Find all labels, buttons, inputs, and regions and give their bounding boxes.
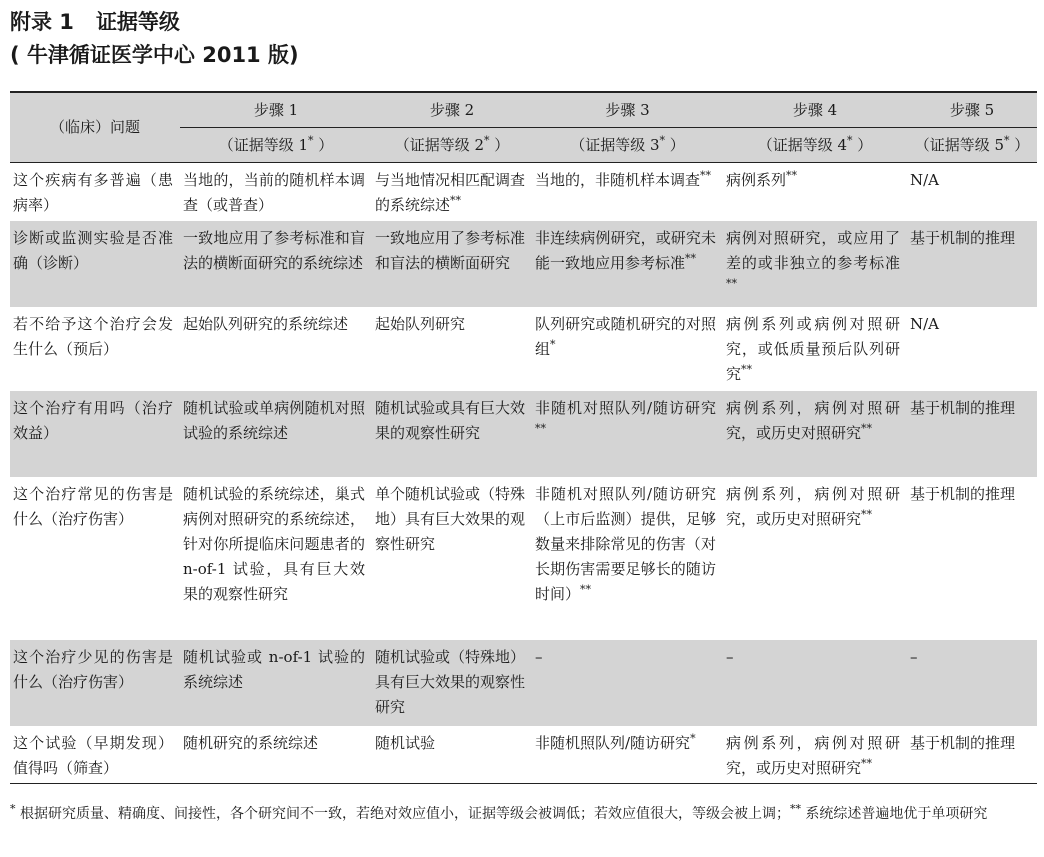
step-cell: 一致地应用了参考标准和盲法的横断面研究: [372, 221, 532, 307]
step-cell: N/A: [910, 314, 940, 333]
table-row: [10, 221, 1037, 307]
appendix-label: 附录 1: [10, 10, 74, 34]
question-cell: 这个治疗有用吗（治疗效益）: [10, 391, 180, 477]
step-cell: 队列研究或随机研究的对照组*: [535, 314, 716, 358]
step-header: 步骤 4: [723, 92, 907, 128]
footnote: [10, 802, 1037, 826]
page-title: [10, 6, 299, 72]
level-header: （证据等级 5* ）: [907, 128, 1037, 163]
step-cell: 当地的，当前的随机样本调查（或普查）: [183, 171, 365, 214]
step-cell: 病例系列，病例对照研究，或历史对照研究**: [723, 391, 907, 477]
step-cell: 基于机制的推理: [910, 484, 1016, 503]
step-cell: 随机试验的系统综述，巢式病例对照研究的系统综述，针对你所提临床问题患者的 n-of-1 试验，具有巨大效果的观察性研究: [183, 484, 365, 603]
level-header: （证据等级 4* ）: [723, 128, 907, 163]
step-cell: 病例系列，病例对照研究，或历史对照研究**: [723, 726, 907, 784]
step-cell: 基于机制的推理: [907, 221, 1037, 307]
step-cell: 病例系列或病例对照研究，或低质量预后队列研究**: [726, 314, 900, 383]
step-cell: 病例对照研究，或应用了差的或非独立的参考标准**: [723, 221, 907, 307]
header-row-steps: [10, 92, 1037, 128]
step-cell: 随机研究的系统综述: [180, 726, 372, 784]
step-cell: –: [723, 640, 907, 726]
footnote-mark: **: [789, 802, 801, 816]
step-header: 步骤 1: [180, 92, 372, 128]
level-header: （证据等级 3* ）: [532, 128, 723, 163]
table-row: [10, 640, 1037, 726]
appendix-title: 证据等级: [95, 10, 180, 34]
question-cell: 诊断或监测实验是否准确（诊断）: [10, 221, 180, 307]
question-header: （临床）问题: [10, 92, 180, 163]
step-cell: N/A: [910, 171, 940, 189]
step-cell: 随机试验或单病例随机对照试验的系统综述: [180, 391, 372, 477]
step-header: 步骤 3: [532, 92, 723, 128]
step-cell: 基于机制的推理: [907, 726, 1037, 784]
table-row: [10, 726, 1037, 784]
step-header: 步骤 5: [907, 92, 1037, 128]
evidence-level-table: [10, 91, 1037, 784]
step-cell: 非连续病例研究，或研究未能一致地应用参考标准**: [532, 221, 723, 307]
step-cell: 随机试验或 n-of-1 试验的系统综述: [180, 640, 372, 726]
question-cell: 这个疾病有多普遍（患病率）: [13, 171, 173, 214]
step-cell: 一致地应用了参考标准和盲法的横断面研究的系统综述: [180, 221, 372, 307]
step-cell: –: [907, 640, 1037, 726]
level-header: （证据等级 2* ）: [372, 128, 532, 163]
question-cell: 这个试验（早期发现）值得吗（筛查）: [10, 726, 180, 784]
table-row: [10, 477, 1037, 640]
step-cell: 随机试验: [372, 726, 532, 784]
step-cell: 非随机对照队列/随访研究**: [532, 391, 723, 477]
step-cell: 非随机对照队列/随访研究（上市后监测）提供，足够数量来排除常见的伤害（对长期伤害需要足够长的随访时间）**: [535, 484, 716, 603]
footnote-text: 根据研究质量、精确度、间接性，各个研究间不一致，若绝对效应值小，证据等级会被调低；若效应值很大，等级会被上调；: [15, 806, 790, 822]
step-cell: 起始队列研究: [375, 314, 466, 333]
question-cell: 这个治疗常见的伤害是什么（治疗伤害）: [13, 484, 173, 528]
question-cell: 这个治疗少见的伤害是什么（治疗伤害）: [10, 640, 180, 726]
table-row: [10, 307, 1037, 391]
step-cell: 病例系列，病例对照研究，或历史对照研究**: [726, 484, 900, 528]
table-row: [10, 163, 1037, 221]
step-cell: 随机试验或（特殊地）具有巨大效果的观察性研究: [372, 640, 532, 726]
question-cell: 若不给予这个治疗会发生什么（预后）: [13, 314, 173, 358]
appendix-heading: [10, 6, 299, 39]
step-cell: 单个随机试验或（特殊地）具有巨大效果的观察性研究: [375, 484, 526, 553]
table-row: [10, 391, 1037, 477]
step-cell: 起始队列研究的系统综述: [183, 314, 349, 333]
appendix-subtitle: ( 牛津循证医学中心 2011 版): [10, 43, 299, 67]
footnote-text: 系统综述普遍地优于单项研究: [800, 806, 988, 822]
step-cell: –: [532, 640, 723, 726]
level-header: （证据等级 1* ）: [180, 128, 372, 163]
footnote-mark: *: [10, 802, 16, 816]
step-cell: 与当地情况相匹配调查的系统综述**: [375, 171, 526, 214]
step-cell: 随机试验或具有巨大效果的观察性研究: [372, 391, 532, 477]
step-cell: 当地的，非随机样本调查**: [535, 169, 712, 189]
step-header: 步骤 2: [372, 92, 532, 128]
step-cell: 病例系列**: [726, 169, 798, 189]
step-cell: 基于机制的推理: [907, 391, 1037, 477]
step-cell: 非随机照队列/随访研究*: [532, 726, 723, 784]
